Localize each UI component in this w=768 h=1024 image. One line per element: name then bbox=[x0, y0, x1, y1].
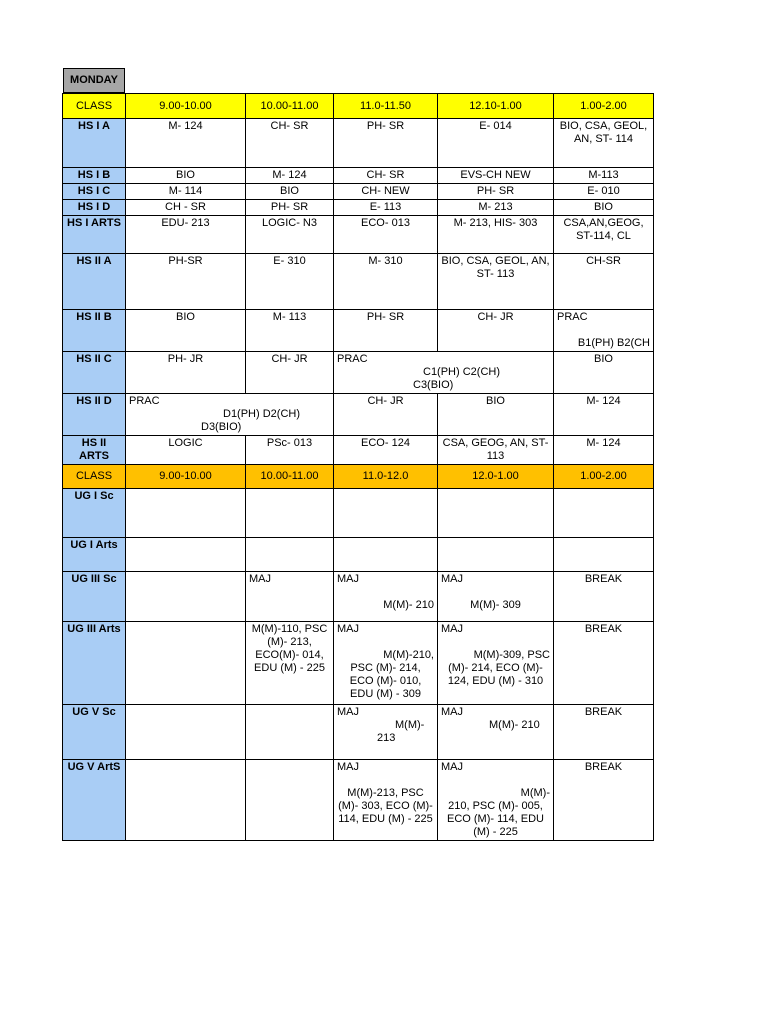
cell: CSA, GEOG, AN, ST- 113 bbox=[438, 436, 554, 465]
table-row bbox=[63, 168, 654, 184]
cell bbox=[126, 622, 246, 705]
cell: E- 010 bbox=[554, 184, 654, 200]
cell-text: MAJ bbox=[441, 623, 463, 635]
cell bbox=[126, 572, 246, 622]
cell: E- 113 bbox=[334, 200, 438, 216]
table-row bbox=[63, 760, 654, 841]
class-label: UG I Sc bbox=[63, 489, 126, 538]
cell bbox=[438, 705, 554, 760]
header-slot-5: 1.00-2.00 bbox=[554, 465, 654, 489]
class-label: UG I Arts bbox=[63, 538, 126, 572]
table-row bbox=[63, 254, 654, 310]
cell-text: M(M)-309, PSC bbox=[473, 649, 550, 661]
cell: PH- SR bbox=[246, 200, 334, 216]
class-label: HS I D bbox=[63, 200, 126, 216]
table-row bbox=[63, 184, 654, 200]
cell: PH-SR bbox=[126, 254, 246, 310]
cell: M- 124 bbox=[126, 119, 246, 168]
cell: BIO bbox=[554, 352, 654, 394]
table-row bbox=[63, 394, 654, 436]
header-slot-4: 12.10-1.00 bbox=[438, 94, 554, 119]
cell: M- 114 bbox=[126, 184, 246, 200]
cell: M- 124 bbox=[246, 168, 334, 184]
table-row bbox=[63, 705, 654, 760]
cell-text: MAJ bbox=[441, 706, 463, 718]
cell: E- 310 bbox=[246, 254, 334, 310]
class-label: HS I C bbox=[63, 184, 126, 200]
table-row bbox=[63, 436, 654, 465]
cell-text: C3(BIO) bbox=[413, 379, 454, 391]
cell: CH- SR bbox=[246, 119, 334, 168]
cell: PH- SR bbox=[438, 184, 554, 200]
cell: ECO- 013 bbox=[334, 216, 438, 254]
cell-text: M(M)- 309 bbox=[470, 599, 521, 611]
header-slot-2: 10.00-11.00 bbox=[246, 94, 334, 119]
table-row bbox=[63, 310, 654, 352]
cell-text: PRAC bbox=[557, 311, 588, 323]
cell: E- 014 bbox=[438, 119, 554, 168]
cell: M-113 bbox=[554, 168, 654, 184]
cell bbox=[438, 572, 554, 622]
cell: CH- JR bbox=[334, 394, 438, 436]
cell: M- 124 bbox=[554, 394, 654, 436]
cell: EVS-CH NEW bbox=[438, 168, 554, 184]
cell-text: M(M)-213, PSC (M)- 303, ECO (M)- 114, EDU (M) - 225 bbox=[338, 787, 433, 825]
cell bbox=[438, 489, 554, 538]
cell bbox=[438, 538, 554, 572]
cell bbox=[126, 489, 246, 538]
cell: CH- NEW bbox=[334, 184, 438, 200]
class-label: UG III Arts bbox=[63, 622, 126, 705]
cell: CSA,AN,GEOG, ST-114, CL bbox=[554, 216, 654, 254]
cell bbox=[246, 538, 334, 572]
day-title: MONDAY bbox=[63, 68, 125, 93]
cell bbox=[334, 572, 438, 622]
cell-text: MAJ bbox=[337, 761, 359, 773]
cell-text: MAJ bbox=[441, 761, 463, 773]
cell: CH-SR bbox=[554, 254, 654, 310]
cell: CH- JR bbox=[246, 352, 334, 394]
cell bbox=[334, 622, 438, 705]
class-label: HS II ARTS bbox=[63, 436, 126, 465]
cell bbox=[126, 705, 246, 760]
cell: M- 213, HIS- 303 bbox=[438, 216, 554, 254]
class-label: HS II C bbox=[63, 352, 126, 394]
cell-text: M(M)-210, bbox=[383, 649, 434, 661]
table-row bbox=[63, 622, 654, 705]
cell bbox=[334, 489, 438, 538]
cell: BIO bbox=[438, 394, 554, 436]
cell: MAJ bbox=[246, 572, 334, 622]
prac-cell bbox=[126, 394, 334, 436]
class-label: HS II A bbox=[63, 254, 126, 310]
header-slot-5: 1.00-2.00 bbox=[554, 94, 654, 119]
cell: BIO bbox=[246, 184, 334, 200]
cell bbox=[334, 760, 438, 841]
cell bbox=[334, 705, 438, 760]
cell-text: B1(PH) B2(CH bbox=[577, 337, 650, 349]
table-row bbox=[63, 216, 654, 254]
header-slot-3: 11.0-12.0 bbox=[334, 465, 438, 489]
table-row bbox=[63, 489, 654, 538]
cell bbox=[554, 489, 654, 538]
table-row bbox=[63, 200, 654, 216]
class-label: UG III Sc bbox=[63, 572, 126, 622]
class-label: HS I A bbox=[63, 119, 126, 168]
ug-header-row bbox=[63, 465, 654, 489]
cell-text: D1(PH) D2(CH) bbox=[223, 408, 300, 420]
cell bbox=[438, 760, 554, 841]
cell: BIO, CSA, GEOL, AN, ST- 114 bbox=[554, 119, 654, 168]
cell bbox=[334, 538, 438, 572]
cell: BIO bbox=[554, 200, 654, 216]
cell-text: M(M)- bbox=[520, 787, 550, 799]
header-slot-4: 12.0-1.00 bbox=[438, 465, 554, 489]
cell: BIO, CSA, GEOL, AN, ST- 113 bbox=[438, 254, 554, 310]
cell: PH- JR bbox=[126, 352, 246, 394]
table-row bbox=[63, 352, 654, 394]
cell: CH- JR bbox=[438, 310, 554, 352]
header-slot-2: 10.00-11.00 bbox=[246, 465, 334, 489]
cell-text: MAJ bbox=[337, 706, 359, 718]
class-label: HS II B bbox=[63, 310, 126, 352]
cell: LOGIC- N3 bbox=[246, 216, 334, 254]
cell-text: M(M)- bbox=[395, 719, 425, 731]
cell bbox=[246, 705, 334, 760]
timetable bbox=[62, 93, 654, 841]
cell-text: PSC (M)- 214, ECO (M)- 010, EDU (M) - 309 bbox=[349, 662, 422, 700]
cell: BREAK bbox=[554, 622, 654, 705]
cell: PH- SR bbox=[334, 119, 438, 168]
class-label: HS I ARTS bbox=[63, 216, 126, 254]
cell: BREAK bbox=[554, 572, 654, 622]
table-row bbox=[63, 119, 654, 168]
cell: BIO bbox=[126, 168, 246, 184]
cell-text: MAJ bbox=[337, 573, 359, 585]
cell-text: PRAC bbox=[129, 395, 160, 407]
cell bbox=[554, 538, 654, 572]
cell: CH- SR bbox=[334, 168, 438, 184]
cell: ECO- 124 bbox=[334, 436, 438, 465]
cell-text: 213 bbox=[377, 732, 396, 744]
cell: EDU- 213 bbox=[126, 216, 246, 254]
cell-text: MAJ bbox=[441, 573, 463, 585]
table-row bbox=[63, 572, 654, 622]
cell: M- 310 bbox=[334, 254, 438, 310]
cell: PSc- 013 bbox=[246, 436, 334, 465]
cell: BREAK bbox=[554, 705, 654, 760]
cell bbox=[438, 622, 554, 705]
cell bbox=[554, 310, 654, 352]
hs-header-row bbox=[63, 94, 654, 119]
cell bbox=[246, 760, 334, 841]
cell: M- 213 bbox=[438, 200, 554, 216]
cell-text: MAJ bbox=[337, 623, 359, 635]
prac-cell bbox=[334, 352, 554, 394]
cell: BREAK bbox=[554, 760, 654, 841]
cell: M- 124 bbox=[554, 436, 654, 465]
class-label: HS I B bbox=[63, 168, 126, 184]
header-class: CLASS bbox=[63, 465, 126, 489]
cell bbox=[126, 538, 246, 572]
cell-text: M(M)- 210 bbox=[383, 599, 434, 611]
header-class: CLASS bbox=[63, 94, 126, 119]
cell-text: 210, PSC (M)- 005, ECO (M)- 114, EDU (M) - 225 bbox=[447, 800, 544, 838]
class-label: HS II D bbox=[63, 394, 126, 436]
cell bbox=[126, 760, 246, 841]
header-slot-3: 11.0-11.50 bbox=[334, 94, 438, 119]
cell-text: PRAC bbox=[337, 353, 368, 365]
cell: PH- SR bbox=[334, 310, 438, 352]
cell-text: C1(PH) C2(CH) bbox=[423, 366, 500, 378]
cell: M- 113 bbox=[246, 310, 334, 352]
cell-text: D3(BIO) bbox=[201, 421, 242, 433]
cell-text: M(M)- 210 bbox=[489, 719, 540, 731]
cell-text: (M)- 214, ECO (M)- 124, EDU (M) - 310 bbox=[447, 662, 544, 687]
cell: LOGIC bbox=[126, 436, 246, 465]
table-row bbox=[63, 538, 654, 572]
class-label: UG V ArtS bbox=[63, 760, 126, 841]
cell bbox=[246, 489, 334, 538]
cell: M(M)-110, PSC (M)- 213, ECO(M)- 014, EDU (M) - 225 bbox=[246, 622, 334, 705]
header-slot-1: 9.00-10.00 bbox=[126, 94, 246, 119]
class-label: UG V Sc bbox=[63, 705, 126, 760]
header-slot-1: 9.00-10.00 bbox=[126, 465, 246, 489]
cell: CH - SR bbox=[126, 200, 246, 216]
cell: BIO bbox=[126, 310, 246, 352]
